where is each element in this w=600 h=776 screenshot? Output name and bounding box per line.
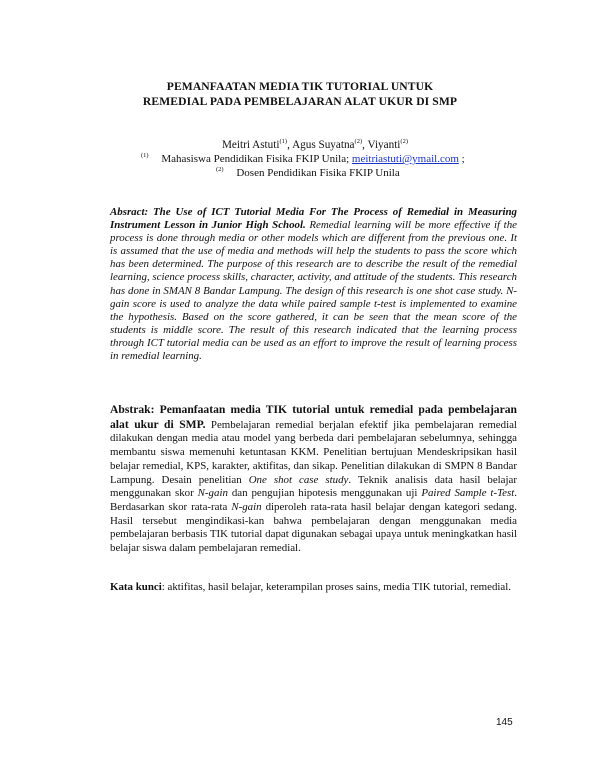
- affiliation-text: Mahasiswa Pendidikan Fisika FKIP Unila;: [161, 153, 350, 165]
- affiliation-number: (2): [216, 166, 224, 173]
- abstract-text: diperoleh rata-rata hasil belajar dengan kategori sedang. Hasil tersebut mengindikasi-kan bahwa pembelajaran dengan menggunakan media pembelajaran berbasis TIK tutorial dapat digunakan sebagai upaya untuk meningkatkan hasil belajar siswa dalam pembelajaran remedial.: [110, 500, 517, 555]
- email-link[interactable]: meitriastuti@ymail.com: [351, 153, 459, 165]
- author-superscript: (1): [279, 138, 288, 145]
- paper-title-line-2: REMEDIAL PADA PEMBELAJARAN ALAT UKUR DI SMP: [142, 95, 458, 108]
- abstract-italic-term: N-gain: [197, 487, 228, 500]
- author-name: Viyanti: [367, 139, 401, 151]
- abstract-italic-term: Paired Sample t-Test: [421, 487, 515, 500]
- abstract-indonesian-lead: Abstrak: Pemanfaatan media TIK tutorial untuk remedial pada pembelajaran alat ukur di SMP.: [110, 403, 517, 431]
- affiliation-2: [216, 166, 400, 179]
- affiliation-tail: ;: [461, 153, 465, 165]
- affiliation-number: (1): [141, 152, 149, 159]
- affiliation-text: Dosen Pendidikan Fisika FKIP Unila: [236, 167, 400, 179]
- author-list: Meitri Astuti$^{(1)}$, Agus Suyatna$^{(2)}$, Viyanti$^{(2)}$: [221, 138, 409, 151]
- author-superscript: (2): [354, 138, 363, 145]
- paper-title-line-1: PEMANFAATAN MEDIA TIK TUTORIAL UNTUK: [166, 80, 434, 93]
- abstract-indonesian: [110, 403, 517, 556]
- author-superscript: (2): [400, 138, 409, 145]
- abstract-italic-term: N-gain: [231, 500, 262, 513]
- page-number: 145: [496, 717, 513, 728]
- abstract-english-lead: Absract: The Use of ICT Tutorial Media For The Process of Remedial in Measuring Instrument Lesson in Junior High School.: [110, 206, 517, 232]
- keywords: [110, 581, 517, 595]
- abstract-text: Pembelajaran remedial berjalan efektif jika pembelajaran remedial dilakukan dengan media atau model yang berbeda dari pembelajaran sebelumnya, sehingga membantu siswa memenuhi ketuntasan KKM. Penelitian bertujuan Mendeskripsikan hasil belajar remedial, KPS, karakter, aktifitas, dan sikap. Penelitian dilakukan di SMPN 8 Bandar Lampung. Desain penelitian: [110, 418, 517, 486]
- affiliation-1: [141, 152, 465, 165]
- abstract-text: dan pengujian hipotesis menggunakan uji: [231, 487, 418, 500]
- author-name: Agus Suyatna: [292, 139, 355, 151]
- abstract-text: . Teknik analisis data hasil belajar menggunakan skor: [110, 473, 518, 500]
- keywords-label: Kata kunci: [110, 581, 162, 593]
- abstract-italic-term: One shot case study: [248, 473, 349, 486]
- keywords-text: : aktifitas, hasil belajar, keterampilan proses sains, media TIK tutorial, remedial.: [161, 581, 512, 593]
- abstract-english: [110, 206, 517, 363]
- abstract-text: . Berdasarkan skor rata-rata: [110, 487, 517, 513]
- abstract-english-body: Remedial learning will be more effective if the process is done through media or other models which are different from the previous one. It is assumed that the use of media and methods will help the students to pass the score which has been determined. The purpose of this research are to describe the result of the remedial learning, science process skills, character, activity, and attitude of the students. This research has done in SMAN 8 Bandar Lampung. The design of this research is one shot case study. N-gain score is used to analyze the data while paired sample t-test is implemented to examine the hypothesis. Based on the score gathered, it can be seen that the mean score of the students is middle score. The result of this research indicated that the learning process through ICT tutorial media can be used as an effort to improve the result of learning process in remedial learning.: [110, 219, 517, 363]
- author-name: Meitri Astuti: [221, 139, 280, 151]
